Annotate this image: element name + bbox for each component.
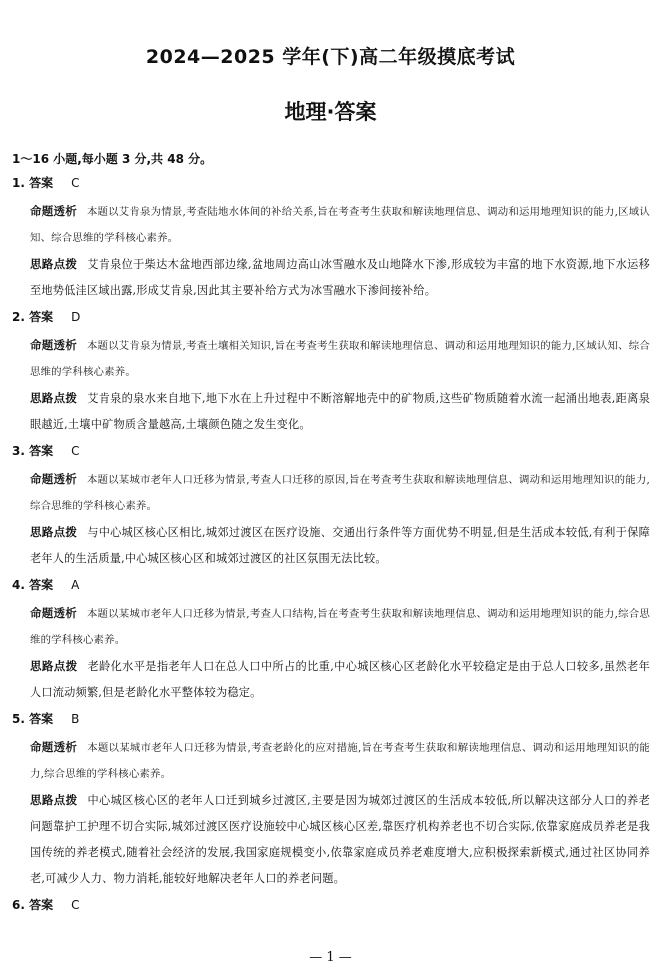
hint-paragraph: [12, 251, 650, 304]
question-answer: C: [71, 176, 80, 190]
analysis-label: 命题透析: [30, 606, 77, 620]
question-number: 2. 答案: [12, 310, 54, 324]
question-answer: C: [71, 444, 80, 458]
hint-paragraph: [12, 519, 650, 572]
analysis-label: 命题透析: [30, 204, 77, 218]
question-number: 1. 答案: [12, 176, 54, 190]
hint-paragraph: [12, 653, 650, 706]
question-5: [12, 712, 650, 892]
hint-label: 思路点拨: [30, 391, 78, 405]
analysis-label: 命题透析: [30, 740, 78, 754]
hint-text: 艾肯泉位于柴达木盆地西部边缘,盆地周边高山冰雪融水及山地降水下渗,形成较为丰富的地下水资源,地下水运移至地势低洼区域出露,形成艾肯泉,因此其主要补给方式为冰雪融水下渗间接补给。: [30, 258, 650, 297]
question-answer: C: [71, 898, 80, 912]
question-4: [12, 578, 650, 706]
subject-title: 地理·答案: [284, 100, 377, 124]
answer-list: [12, 176, 650, 920]
question-answer: A: [71, 578, 80, 592]
question-header: [12, 310, 650, 325]
analysis-paragraph: [12, 600, 650, 653]
hint-label: 思路点拨: [30, 793, 78, 807]
question-number: 5. 答案: [12, 712, 54, 726]
hint-text: 中心城区核心区的老年人口迁到城乡过渡区,主要是因为城郊过渡区的生活成本较低,所以解决这部分人口的养老问题靠护工护理不切合实际,城郊过渡区医疗设施较中心城区核心区差,靠医疗机构养老也不切合实际,依靠家庭成员养老是我国传统的养老模式,随着社会经济的发展,我国家庭规模变小,依靠家庭成员养老难度增大,应积极探索新模式,通过社区协同养老,可减少人力、物力消耗,能较好地解决老年人口的养老问题。: [30, 794, 650, 885]
analysis-paragraph: [12, 332, 650, 385]
question-header: [12, 898, 650, 913]
hint-label: 思路点拨: [30, 525, 78, 539]
question-number: 4. 答案: [12, 578, 54, 592]
hint-paragraph: [12, 787, 650, 892]
question-answer: D: [71, 310, 81, 324]
analysis-paragraph: [12, 466, 650, 519]
question-1: [12, 176, 650, 304]
page-number: — 1 —: [309, 950, 352, 965]
question-answer: B: [71, 712, 80, 726]
hint-text: 老龄化水平是指老年人口在总人口中所占的比重,中心城区核心区老龄化水平较稳定是由于总人口较多,虽然老年人口流动频繁,但是老龄化水平整体较为稳定。: [30, 660, 650, 699]
question-6: [12, 898, 650, 913]
analysis-label: 命题透析: [30, 472, 77, 486]
question-header: [12, 712, 650, 727]
analysis-text: 本题以某城市老年人口迁移为情景,考查老龄化的应对措施,旨在考查考生获取和解读地理信息、调动和运用地理知识的能力,综合思维的学科核心素养。: [30, 742, 650, 780]
analysis-text: 本题以艾肯泉为情景,考查土壤相关知识,旨在考查考生获取和解读地理信息、调动和运用地理知识的能力,区域认知、综合思维的学科核心素养。: [30, 340, 650, 378]
section-intro: 1～16 小题,每小题 3 分,共 48 分。: [12, 152, 213, 166]
hint-text: 艾肯泉的泉水来自地下,地下水在上升过程中不断溶解地壳中的矿物质,这些矿物质随着水流一起涌出地表,距离泉眼越近,土壤中矿物质含量越高,土壤颜色随之发生变化。: [30, 392, 650, 431]
hint-text: 与中心城区核心区相比,城郊过渡区在医疗设施、交通出行条件等方面优势不明显,但是生活成本较低,有利于保障老年人的生活质量,中心城区核心区和城郊过渡区的社区氛围无法比较。: [30, 526, 650, 565]
analysis-label: 命题透析: [30, 338, 77, 352]
question-number: 6. 答案: [12, 898, 54, 912]
analysis-paragraph: [12, 734, 650, 787]
question-number: 3. 答案: [12, 444, 54, 458]
analysis-text: 本题以艾肯泉为情景,考查陆地水体间的补给关系,旨在考查考生获取和解读地理信息、调动和运用地理知识的能力,区域认知、综合思维的学科核心素养。: [30, 206, 650, 244]
question-header: [12, 444, 650, 459]
question-2: [12, 310, 650, 438]
hint-label: 思路点拨: [30, 257, 78, 271]
hint-paragraph: [12, 385, 650, 438]
question-header: [12, 578, 650, 593]
analysis-text: 本题以某城市老年人口迁移为情景,考查人口迁移的原因,旨在考查考生获取和解读地理信息、调动和运用地理知识的能力,综合思维的学科核心素养。: [30, 474, 650, 512]
question-3: [12, 444, 650, 572]
question-header: [12, 176, 650, 191]
analysis-text: 本题以某城市老年人口迁移为情景,考查人口结构,旨在考查考生获取和解读地理信息、调动和运用地理知识的能力,综合思维的学科核心素养。: [30, 608, 650, 646]
analysis-paragraph: [12, 198, 650, 251]
hint-label: 思路点拨: [30, 659, 78, 673]
page-title: 2024—2025 学年(下)高二年级摸底考试: [145, 46, 516, 68]
